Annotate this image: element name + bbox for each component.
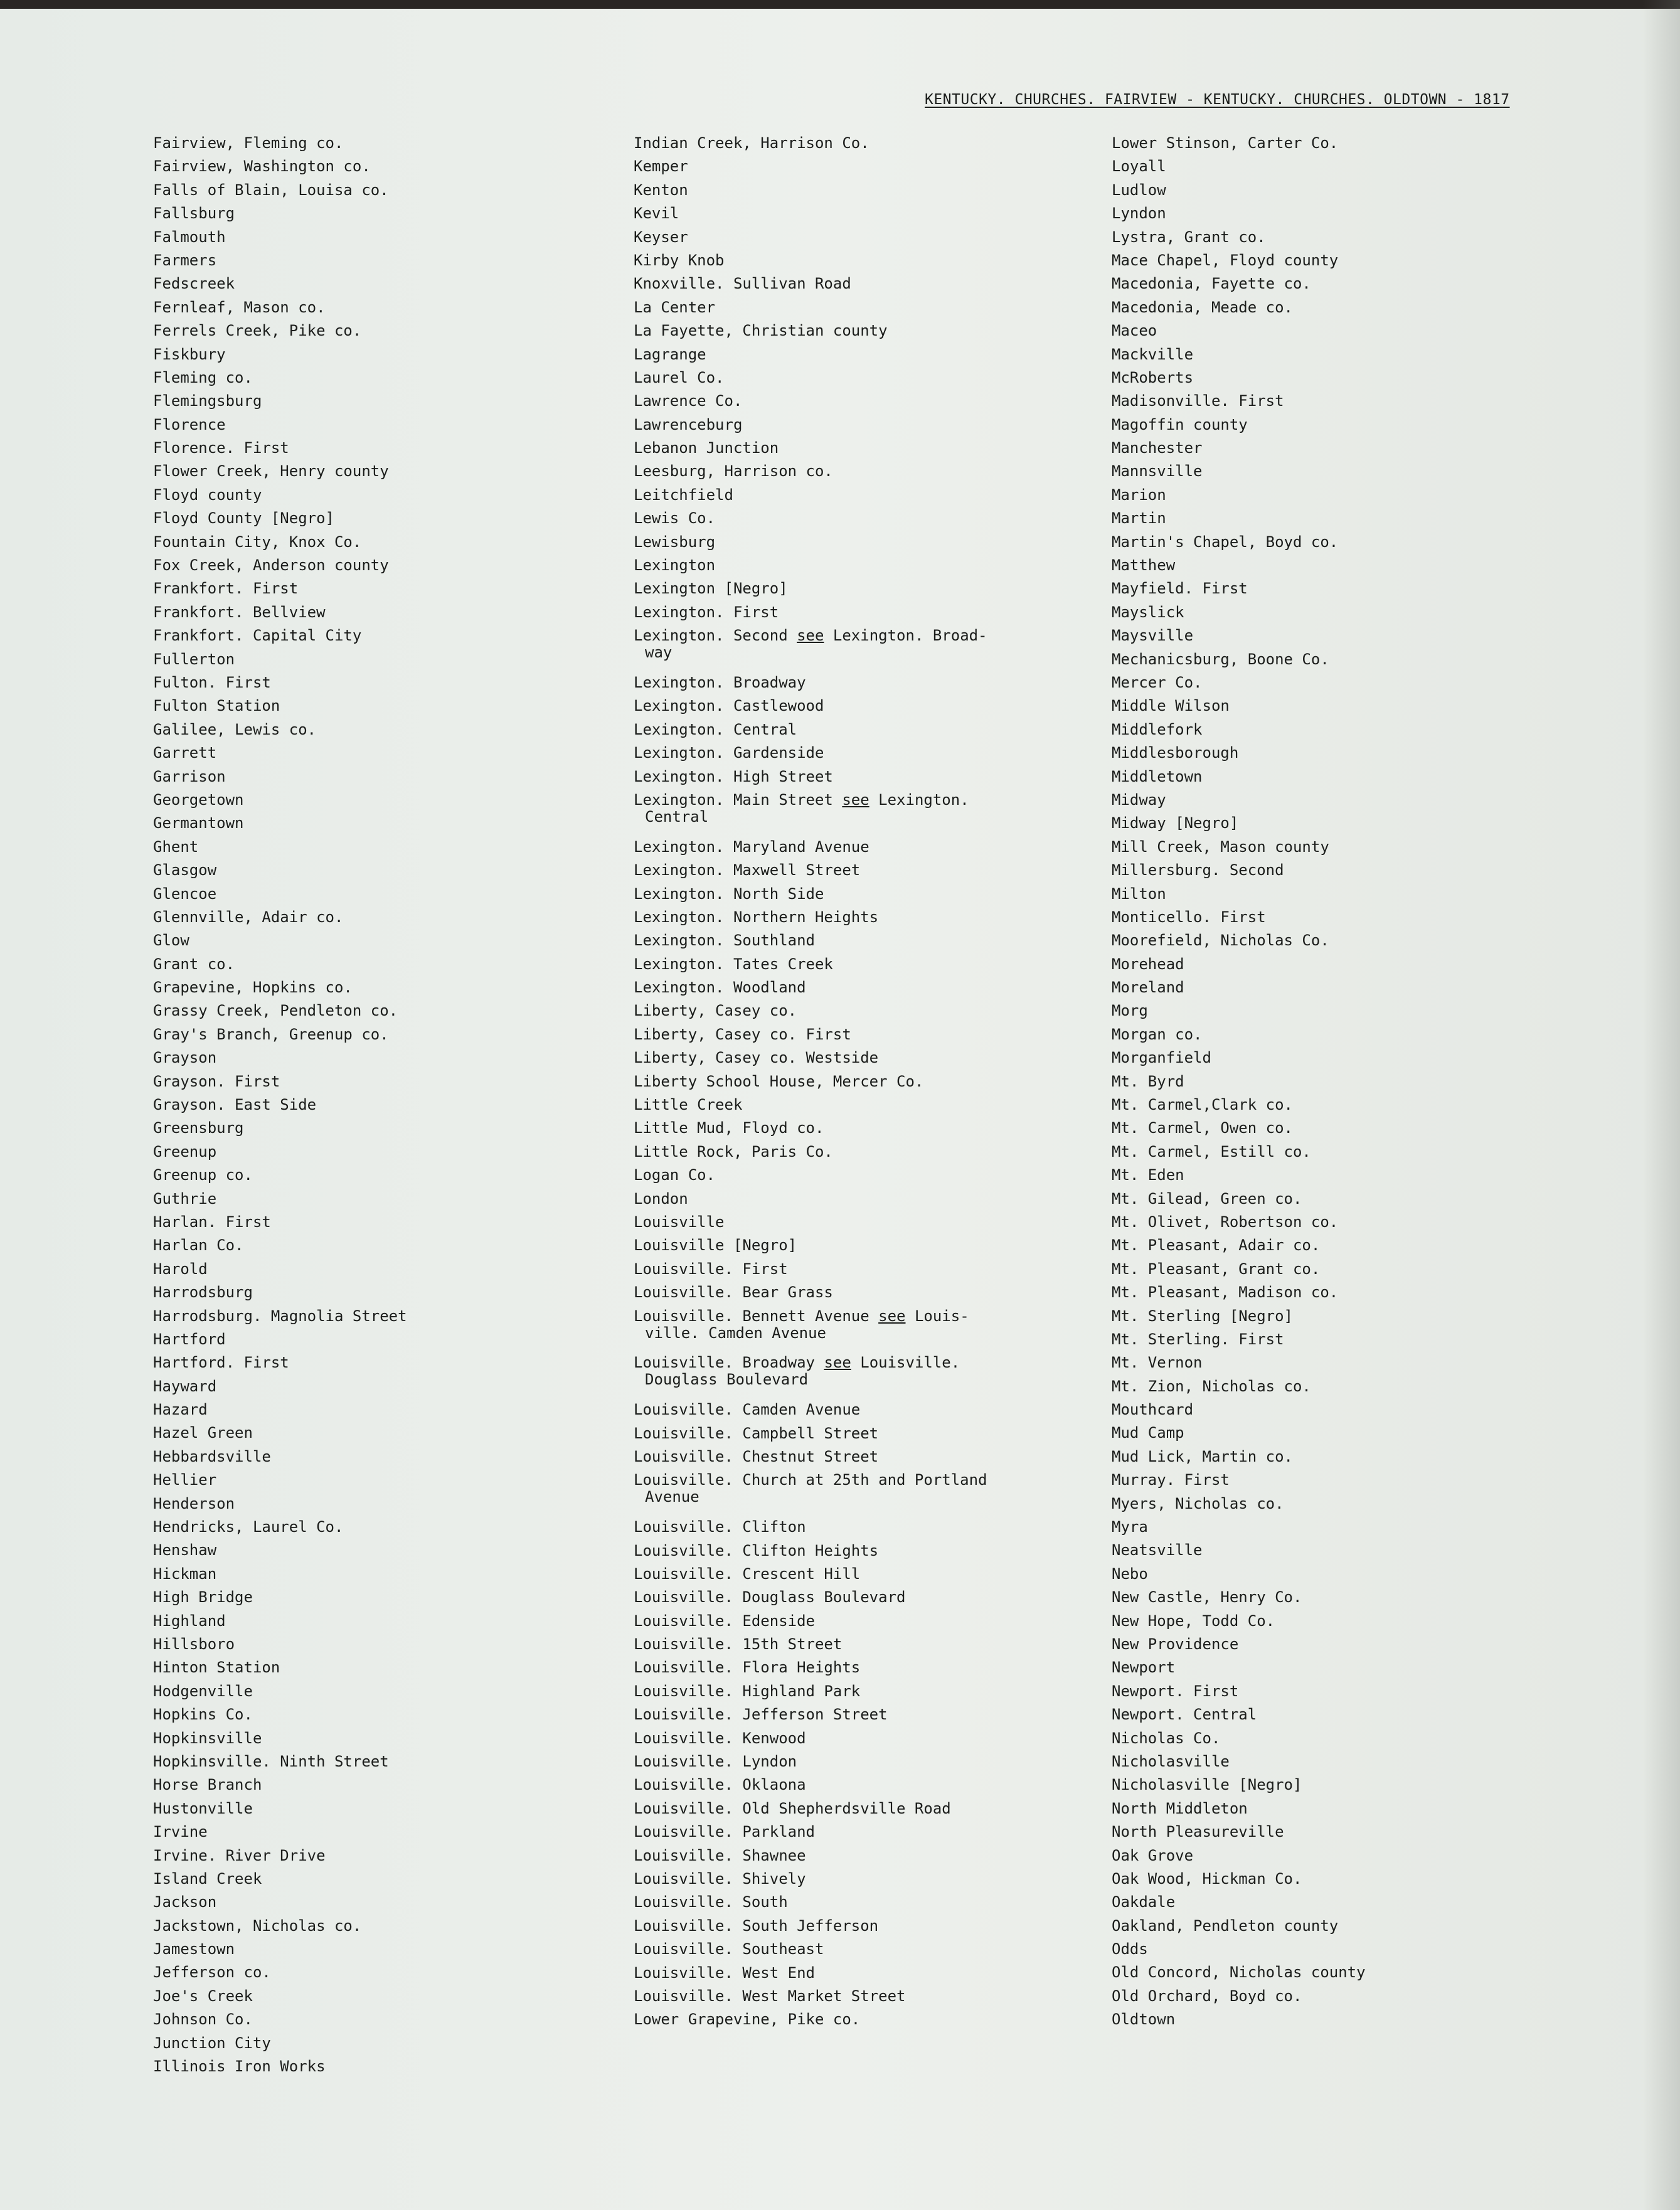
church-entry: Oakdale bbox=[1112, 1893, 1176, 1911]
church-entry: Neatsville bbox=[1112, 1541, 1203, 1559]
church-entry: Nebo bbox=[1112, 1565, 1148, 1583]
church-entry: Monticello. First bbox=[1112, 908, 1266, 926]
church-entry: Kirby Knob bbox=[634, 251, 725, 269]
church-entry: Grassy Creek, Pendleton co. bbox=[153, 1002, 398, 1020]
church-entry: La Center bbox=[634, 298, 716, 316]
church-entry: Mt. Byrd bbox=[1112, 1072, 1184, 1090]
church-entry: Old Concord, Nicholas county bbox=[1112, 1963, 1366, 1982]
entry-text: Louisville. Church at 25th and Portland bbox=[634, 1471, 987, 1489]
church-entry: Louisville. Clifton bbox=[634, 1518, 806, 1536]
church-entry: Junction City bbox=[153, 2034, 271, 2052]
church-entry: Floyd county bbox=[153, 486, 262, 504]
church-entry: Middletown bbox=[1112, 767, 1203, 785]
church-entry: Jackson bbox=[153, 1893, 217, 1911]
church-entry: Louisville. Shawnee bbox=[634, 1846, 806, 1864]
entry-column-1 bbox=[153, 132, 592, 2078]
church-entry: Mt. Pleasant, Grant co. bbox=[1112, 1260, 1321, 1278]
church-entry: Leitchfield bbox=[634, 486, 733, 504]
entry-text: Lexington. Main Street bbox=[634, 790, 843, 809]
church-entry: Lexington. Tates Creek bbox=[634, 955, 833, 973]
church-entry: Louisville. Southeast bbox=[634, 1940, 824, 1958]
church-entry: Lexington. Castlewood bbox=[634, 697, 824, 715]
church-entry: Fedscreek bbox=[153, 275, 235, 293]
church-entry: Mt. Carmel,Clark co. bbox=[1112, 1096, 1293, 1114]
church-entry: Louisville. Clifton Heights bbox=[634, 1541, 879, 1559]
church-entry: Frankfort. Capital City bbox=[153, 627, 362, 645]
church-entry: Greenup bbox=[153, 1142, 217, 1161]
church-entry: Hopkinsville. Ninth Street bbox=[153, 1752, 389, 1770]
church-entry: Florence bbox=[153, 415, 226, 433]
church-entry bbox=[634, 1305, 1073, 1352]
church-entry: Nicholas Co. bbox=[1112, 1729, 1221, 1747]
church-entry: Fiskbury bbox=[153, 345, 226, 363]
church-entry: Lexington. Gardenside bbox=[634, 744, 824, 762]
church-entry: Georgetown bbox=[153, 790, 244, 809]
church-entry: Louisville. Bear Grass bbox=[634, 1283, 833, 1302]
church-entry: Hopkinsville bbox=[153, 1729, 262, 1747]
church-entry: Lexington. Central bbox=[634, 720, 797, 738]
entry-column-2 bbox=[634, 132, 1073, 2032]
church-entry: Murray. First bbox=[1112, 1471, 1230, 1489]
church-entry: Lagrange bbox=[634, 345, 706, 363]
church-entry: Ludlow bbox=[1112, 181, 1166, 199]
church-entry: Macedonia, Fayette co. bbox=[1112, 275, 1311, 293]
church-entry: Logan Co. bbox=[634, 1166, 716, 1184]
church-entry: Matthew bbox=[1112, 556, 1176, 575]
church-entry: Harold bbox=[153, 1260, 208, 1278]
church-entry: Falls of Blain, Louisa co. bbox=[153, 181, 389, 199]
church-entry: Newport. Central bbox=[1112, 1706, 1257, 1724]
church-entry: Mt. Eden bbox=[1112, 1166, 1184, 1184]
church-entry: Louisville. Campbell Street bbox=[634, 1424, 879, 1442]
church-entry: Frankfort. Bellview bbox=[153, 603, 326, 621]
church-entry: Island Creek bbox=[153, 1869, 262, 1888]
church-entry: Maceo bbox=[1112, 322, 1157, 340]
church-entry: Morgan co. bbox=[1112, 1025, 1203, 1043]
church-entry: Harrodsburg. Magnolia Street bbox=[153, 1307, 407, 1325]
entry-text: Louis- bbox=[905, 1307, 969, 1325]
scan-top-edge bbox=[0, 0, 1680, 9]
church-entry: Indian Creek, Harrison Co. bbox=[634, 134, 869, 152]
church-entry: Grayson. First bbox=[153, 1072, 280, 1090]
church-entry: Maysville bbox=[1112, 627, 1194, 645]
church-entry: Harlan. First bbox=[153, 1213, 271, 1231]
entry-text: Louisville. Broadway bbox=[634, 1354, 824, 1372]
church-entry: Moreland bbox=[1112, 979, 1184, 997]
church-entry: Lower Stinson, Carter Co. bbox=[1112, 134, 1339, 152]
church-entry: Oldtown bbox=[1112, 2011, 1176, 2029]
church-entry: Kenton bbox=[634, 181, 688, 199]
church-entry: New Hope, Todd Co. bbox=[1112, 1612, 1275, 1630]
church-entry: Highland bbox=[153, 1612, 226, 1630]
church-entry: Mt. Olivet, Robertson co. bbox=[1112, 1213, 1339, 1231]
church-entry: Mt. Zion, Nicholas co. bbox=[1112, 1377, 1311, 1395]
church-entry: Galilee, Lewis co. bbox=[153, 720, 317, 738]
church-entry: Loyall bbox=[1112, 157, 1166, 176]
church-entry: Greensburg bbox=[153, 1119, 244, 1137]
church-entry: Louisville [Negro] bbox=[634, 1236, 797, 1255]
see-reference: see bbox=[842, 790, 869, 809]
church-entry: Glow bbox=[153, 932, 189, 950]
church-entry: Lawrenceburg bbox=[634, 415, 743, 433]
church-entry: Flemingsburg bbox=[153, 392, 262, 410]
church-entry: Mud Lick, Martin co. bbox=[1112, 1447, 1293, 1465]
church-entry: Fallsburg bbox=[153, 205, 235, 223]
church-entry: Louisville. Oklaona bbox=[634, 1776, 806, 1794]
church-entry: Lexington. North Side bbox=[634, 885, 824, 903]
church-entry: Lexington. Maxwell Street bbox=[634, 861, 861, 879]
church-entry: Liberty, Casey co. Westside bbox=[634, 1049, 879, 1067]
church-entry: Lebanon Junction bbox=[634, 439, 779, 457]
church-entry: Grapevine, Hopkins co. bbox=[153, 979, 353, 997]
church-entry: Louisville. 15th Street bbox=[634, 1635, 843, 1654]
church-entry: Louisville bbox=[634, 1213, 725, 1231]
church-entry: Jamestown bbox=[153, 1940, 235, 1958]
church-entry: Hodgenville bbox=[153, 1682, 253, 1700]
church-entry: Illinois Iron Works bbox=[153, 2058, 326, 2076]
church-entry: Louisville. Douglass Boulevard bbox=[634, 1588, 906, 1607]
church-entry: Mt. Gilead, Green co. bbox=[1112, 1189, 1302, 1208]
church-entry: Louisville. Kenwood bbox=[634, 1729, 806, 1747]
church-entry: Hazard bbox=[153, 1401, 208, 1419]
church-entry: Garrett bbox=[153, 744, 217, 762]
church-entry: Farmers bbox=[153, 251, 217, 269]
church-entry: Martin's Chapel, Boyd co. bbox=[1112, 533, 1339, 551]
church-entry: Irvine. River Drive bbox=[153, 1846, 326, 1864]
church-entry: Liberty, Casey co. bbox=[634, 1002, 797, 1020]
church-entry: Little Rock, Paris Co. bbox=[634, 1142, 833, 1161]
church-entry: Lexington. Woodland bbox=[634, 979, 806, 997]
church-entry: Lexington [Negro] bbox=[634, 580, 788, 598]
church-entry: Hellier bbox=[153, 1471, 217, 1489]
church-entry: Joe's Creek bbox=[153, 1987, 253, 2005]
church-entry: Louisville. Old Shepherdsville Road bbox=[634, 1799, 951, 1817]
church-entry: Mill Creek, Mason county bbox=[1112, 837, 1329, 856]
church-entry: Mt. Carmel, Owen co. bbox=[1112, 1119, 1293, 1137]
church-entry: Ghent bbox=[153, 837, 199, 856]
church-entry: Fairview, Washington co. bbox=[153, 157, 371, 176]
church-entry: Harrodsburg bbox=[153, 1283, 253, 1302]
church-entry: Glasgow bbox=[153, 861, 217, 879]
church-entry: Fulton Station bbox=[153, 697, 280, 715]
church-entry: Mt. Sterling. First bbox=[1112, 1330, 1284, 1348]
church-entry: Lexington. First bbox=[634, 603, 779, 621]
church-entry: Hickman bbox=[153, 1565, 217, 1583]
church-entry: Manchester bbox=[1112, 439, 1203, 457]
church-entry bbox=[634, 1469, 1073, 1516]
church-entry: Lexington. Southland bbox=[634, 932, 815, 950]
church-entry: Millersburg. Second bbox=[1112, 861, 1284, 879]
church-entry: Louisville. First bbox=[634, 1260, 788, 1278]
church-entry: Hendricks, Laurel Co. bbox=[153, 1518, 344, 1536]
church-entry: Garrison bbox=[153, 767, 226, 785]
church-entry: Glencoe bbox=[153, 885, 217, 903]
church-entry: Lawrence Co. bbox=[634, 392, 743, 410]
church-entry: Falmouth bbox=[153, 228, 226, 246]
church-entry: Knoxville. Sullivan Road bbox=[634, 275, 851, 293]
church-entry: Florence. First bbox=[153, 439, 289, 457]
church-entry: Floyd County [Negro] bbox=[153, 509, 334, 528]
church-entry: New Castle, Henry Co. bbox=[1112, 1588, 1302, 1607]
church-entry: Grant co. bbox=[153, 955, 235, 973]
church-entry: Louisville. Crescent Hill bbox=[634, 1565, 861, 1583]
church-entry: Midway [Negro] bbox=[1112, 814, 1239, 832]
entry-text: Louisville. bbox=[851, 1354, 960, 1372]
church-entry: Mud Camp bbox=[1112, 1424, 1184, 1442]
entry-continuation: Douglass Boulevard bbox=[645, 1371, 809, 1389]
church-entry: North Middleton bbox=[1112, 1799, 1248, 1817]
church-entry: London bbox=[634, 1189, 688, 1208]
church-entry: Harlan Co. bbox=[153, 1236, 244, 1255]
church-entry: Louisville. West End bbox=[634, 1963, 815, 1982]
church-entry: Hebbardsville bbox=[153, 1447, 271, 1465]
church-entry: Martin bbox=[1112, 509, 1166, 528]
church-entry: Fairview, Fleming co. bbox=[153, 134, 344, 152]
church-entry: Moorefield, Nicholas Co. bbox=[1112, 932, 1329, 950]
church-entry: Midway bbox=[1112, 790, 1166, 809]
church-entry: Hayward bbox=[153, 1377, 217, 1395]
church-entry: Mt. Pleasant, Adair co. bbox=[1112, 1236, 1321, 1255]
church-entry: Middlesborough bbox=[1112, 744, 1239, 762]
church-entry: Guthrie bbox=[153, 1189, 217, 1208]
church-entry: Newport. First bbox=[1112, 1682, 1239, 1700]
church-entry: Grayson. East Side bbox=[153, 1096, 317, 1114]
church-entry: Louisville. Chestnut Street bbox=[634, 1447, 879, 1465]
church-entry: Mt. Carmel, Estill co. bbox=[1112, 1142, 1311, 1161]
church-entry: Lystra, Grant co. bbox=[1112, 228, 1266, 246]
church-entry: Mayfield. First bbox=[1112, 580, 1248, 598]
church-entry: Leesburg, Harrison co. bbox=[634, 462, 833, 481]
see-reference: see bbox=[824, 1354, 851, 1372]
church-entry: Liberty School House, Mercer Co. bbox=[634, 1072, 924, 1090]
church-entry: Jefferson co. bbox=[153, 1963, 271, 1982]
church-entry: Hartford bbox=[153, 1330, 226, 1348]
church-entry: Fullerton bbox=[153, 650, 235, 668]
entry-continuation: ville. Camden Avenue bbox=[645, 1324, 826, 1342]
church-entry: Fleming co. bbox=[153, 368, 253, 386]
church-entry: Hinton Station bbox=[153, 1659, 280, 1677]
church-entry: Hillsboro bbox=[153, 1635, 235, 1653]
church-entry: Henderson bbox=[153, 1494, 235, 1512]
church-entry: Mt. Sterling [Negro] bbox=[1112, 1307, 1293, 1325]
church-entry: Lexington. High Street bbox=[634, 767, 833, 785]
church-entry: Morehead bbox=[1112, 955, 1184, 973]
church-entry: Kevil bbox=[634, 205, 679, 223]
page-edge-shadow bbox=[1642, 0, 1680, 2210]
church-entry: Madisonville. First bbox=[1112, 392, 1284, 410]
church-entry: Louisville. Edenside bbox=[634, 1612, 815, 1630]
entry-continuation: way bbox=[645, 644, 673, 662]
church-entry: Magoffin county bbox=[1112, 415, 1248, 433]
church-entry: Laurel Co. bbox=[634, 368, 725, 386]
church-entry: Myra bbox=[1112, 1518, 1148, 1536]
church-entry: Little Mud, Floyd co. bbox=[634, 1119, 824, 1137]
church-entry: Kemper bbox=[634, 157, 688, 176]
church-entry: Lewis Co. bbox=[634, 509, 716, 528]
church-entry: Middle Wilson bbox=[1112, 697, 1230, 715]
church-entry: Grayson bbox=[153, 1049, 217, 1067]
church-entry: Glennville, Adair co. bbox=[153, 908, 344, 926]
church-entry: Louisville. Parkland bbox=[634, 1823, 815, 1841]
church-entry: Gray's Branch, Greenup co. bbox=[153, 1025, 389, 1043]
church-entry: Keyser bbox=[634, 228, 688, 246]
church-entry: Lexington. Broadway bbox=[634, 674, 806, 691]
church-entry: Mechanicsburg, Boone Co. bbox=[1112, 650, 1329, 668]
church-entry: Horse Branch bbox=[153, 1776, 262, 1794]
running-header: KENTUCKY. CHURCHES. FAIRVIEW - KENTUCKY. CHURCHES. OLDTOWN - 1817 bbox=[925, 92, 1510, 108]
church-entry: Marion bbox=[1112, 486, 1166, 504]
church-entry: New Providence bbox=[1112, 1635, 1239, 1653]
church-entry: Oak Grove bbox=[1112, 1846, 1194, 1864]
church-entry: Irvine bbox=[153, 1823, 208, 1841]
church-entry: Oak Wood, Hickman Co. bbox=[1112, 1869, 1302, 1888]
entry-text: Lexington. Second bbox=[634, 627, 797, 645]
church-entry: Germantown bbox=[153, 814, 244, 832]
church-entry: Louisville. South bbox=[634, 1893, 788, 1911]
church-entry: Newport bbox=[1112, 1659, 1176, 1677]
church-entry: Little Creek bbox=[634, 1096, 743, 1114]
church-entry: Mouthcard bbox=[1112, 1401, 1194, 1419]
church-entry: Mt. Vernon bbox=[1112, 1354, 1203, 1372]
church-entry bbox=[634, 1351, 1073, 1398]
church-entry: Fountain City, Knox Co. bbox=[153, 533, 362, 551]
church-entry: Johnson Co. bbox=[153, 2011, 253, 2029]
church-entry: Frankfort. First bbox=[153, 580, 299, 598]
see-reference: see bbox=[797, 627, 824, 645]
entry-text: Louisville. Bennett Avenue bbox=[634, 1307, 879, 1325]
church-entry bbox=[634, 789, 1073, 836]
church-entry: Milton bbox=[1112, 885, 1166, 903]
church-entry: Lexington bbox=[634, 556, 716, 575]
church-entry: Mt. Pleasant, Madison co. bbox=[1112, 1283, 1339, 1302]
church-entry: North Pleasureville bbox=[1112, 1823, 1284, 1841]
church-entry: Louisville. Shively bbox=[634, 1869, 806, 1888]
church-entry: Louisville. Lyndon bbox=[634, 1753, 797, 1771]
church-entry: Louisville. Camden Avenue bbox=[634, 1401, 861, 1419]
church-entry: Mayslick bbox=[1112, 603, 1184, 621]
church-entry: Henshaw bbox=[153, 1541, 217, 1559]
church-entry: Louisville. Highland Park bbox=[634, 1682, 861, 1700]
church-entry: Macedonia, Meade co. bbox=[1112, 298, 1293, 316]
church-entry: Fulton. First bbox=[153, 673, 271, 691]
see-reference: see bbox=[878, 1307, 906, 1325]
church-entry: Mercer Co. bbox=[1112, 673, 1203, 691]
church-entry: McRoberts bbox=[1112, 368, 1194, 386]
church-entry: Mackville bbox=[1112, 345, 1194, 363]
church-entry: Oakland, Pendleton county bbox=[1112, 1916, 1339, 1935]
church-entry: Ferrels Creek, Pike co. bbox=[153, 322, 362, 340]
church-entry: Mannsville bbox=[1112, 462, 1203, 481]
church-entry: Jackstown, Nicholas co. bbox=[153, 1916, 362, 1935]
church-entry: Hazel Green bbox=[153, 1424, 253, 1442]
church-entry: Middlefork bbox=[1112, 720, 1203, 738]
church-entry: Fernleaf, Mason co. bbox=[153, 298, 326, 316]
church-entry: Lexington. Northern Heights bbox=[634, 908, 879, 926]
church-entry: Hopkins Co. bbox=[153, 1706, 253, 1724]
church-entry: Lexington. Maryland Avenue bbox=[634, 837, 869, 856]
church-entry: Hartford. First bbox=[153, 1354, 289, 1372]
church-entry: Morganfield bbox=[1112, 1049, 1211, 1067]
church-entry: Lewisburg bbox=[634, 533, 716, 551]
church-entry: Liberty, Casey co. First bbox=[634, 1025, 851, 1043]
church-entry: Hustonville bbox=[153, 1799, 253, 1817]
church-entry: High Bridge bbox=[153, 1588, 253, 1607]
entry-text: Lexington. Broad- bbox=[824, 627, 987, 645]
church-entry: Odds bbox=[1112, 1940, 1148, 1958]
church-entry: Louisville. Jefferson Street bbox=[634, 1706, 888, 1724]
church-entry: Mace Chapel, Floyd county bbox=[1112, 251, 1339, 269]
church-entry: Morg bbox=[1112, 1002, 1148, 1020]
church-entry: Old Orchard, Boyd co. bbox=[1112, 1987, 1302, 2005]
entry-column-3 bbox=[1112, 132, 1551, 2032]
entry-continuation: Avenue bbox=[645, 1488, 699, 1506]
church-entry: Nicholasville [Negro] bbox=[1112, 1776, 1302, 1794]
church-entry: Fox Creek, Anderson county bbox=[153, 556, 389, 575]
church-entry: Lower Grapevine, Pike co. bbox=[634, 2011, 861, 2029]
church-entry: Louisville. South Jefferson bbox=[634, 1916, 879, 1935]
church-entry: Myers, Nicholas co. bbox=[1112, 1494, 1284, 1512]
church-entry: Greenup co. bbox=[153, 1166, 253, 1184]
church-entry bbox=[634, 624, 1073, 671]
church-entry: Lyndon bbox=[1112, 205, 1166, 223]
church-entry: La Fayette, Christian county bbox=[634, 322, 888, 340]
entry-text: Lexington. bbox=[869, 790, 969, 809]
church-entry: Louisville. Flora Heights bbox=[634, 1659, 861, 1677]
church-entry: Flower Creek, Henry county bbox=[153, 462, 389, 481]
entry-continuation: Central bbox=[645, 807, 709, 826]
church-entry: Nicholasville bbox=[1112, 1752, 1230, 1770]
church-entry: Louisville. West Market Street bbox=[634, 1987, 906, 2005]
